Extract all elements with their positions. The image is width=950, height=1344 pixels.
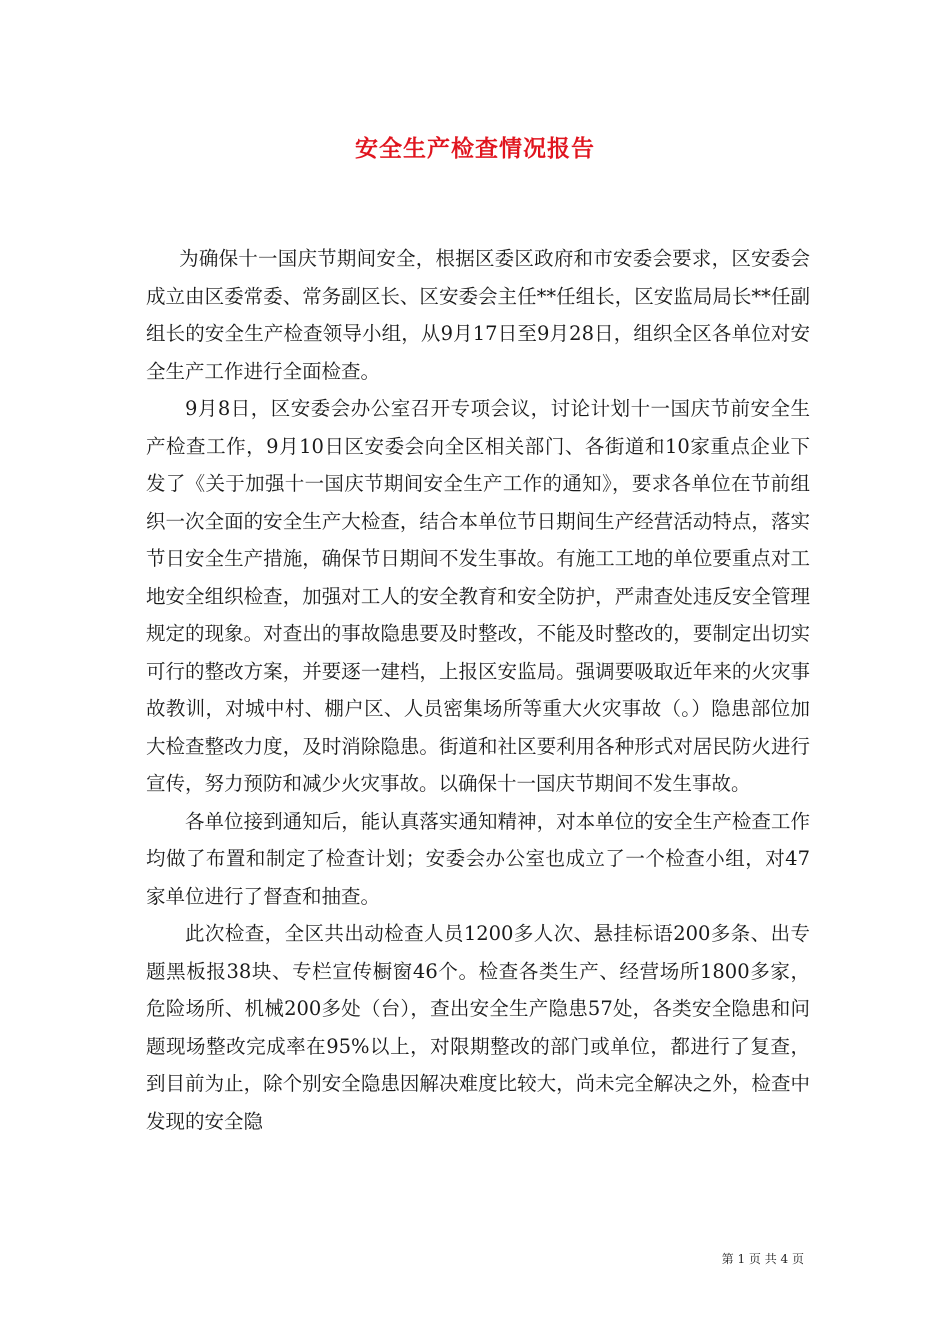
- paragraph-4: 此次检查，全区共出动检查人员1200多人次、悬挂标语200多条、出专题黑板报38块、专栏宣传橱窗46个。检查各类生产、经营场所1800多家，危险场所、机械200多处（台），查出安全生产隐患57处，各类安全隐患和问题现场整改完成率在95%以上，对限期整改的部门或单位，都进行了复查，到目前为止，除个别安全隐患因解决难度比较大，尚未完全解决之外，检查中发现的安全隐: [146, 922, 810, 1133]
- document-title: 安全生产检查情况报告: [355, 135, 595, 162]
- document-body: [146, 240, 810, 1140]
- page-number-footer: 第 1 页 共 4 页: [721, 1252, 804, 1266]
- paragraph-3: 各单位接到通知后，能认真落实通知精神，对本单位的安全生产检查工作均做了布置和制定了检查计划；安委会办公室也成立了一个检查小组，对47家单位进行了督查和抽查。: [146, 809, 810, 908]
- paragraph-2: 9月8日，区安委会办公室召开专项会议，讨论计划十一国庆节前安全生产检查工作，9月10日区安委会向全区相关部门、各街道和10家重点企业下发了《关于加强十一国庆节期间安全生产工作的通知》，要求各单位在节前组织一次全面的安全生产大检查，结合本单位节日期间生产经营活动特点，落实节日安全生产措施，确保节日期间不发生事故。有施工工地的单位要重点对工地安全组织检查，加强对工人的安全教育和安全防护，严肃查处违反安全管理规定的现象。对查出的事故隐患要及时整改，不能及时整改的，要制定出切实可行的整改方案，并要逐一建档，上报区安监局。强调要吸取近年来的火灾事故教训，对城中村、棚户区、人员密集场所等重大火灾事故（。）隐患部位加大检查整改力度，及时消除隐患。街道和社区要利用各种形式对居民防火进行宣传，努力预防和减少火灾事故。以确保十一国庆节期间不发生事故。: [146, 397, 810, 795]
- paragraph-1: 为确保十一国庆节期间安全，根据区委区政府和市安委会要求，区安委会成立由区委常委、常务副区长、区安委会主任**任组长，区安监局局长**任副组长的安全生产检查领导小组，从9月17日至9月28日，组织全区各单位对安全生产工作进行全面检查。: [146, 247, 810, 383]
